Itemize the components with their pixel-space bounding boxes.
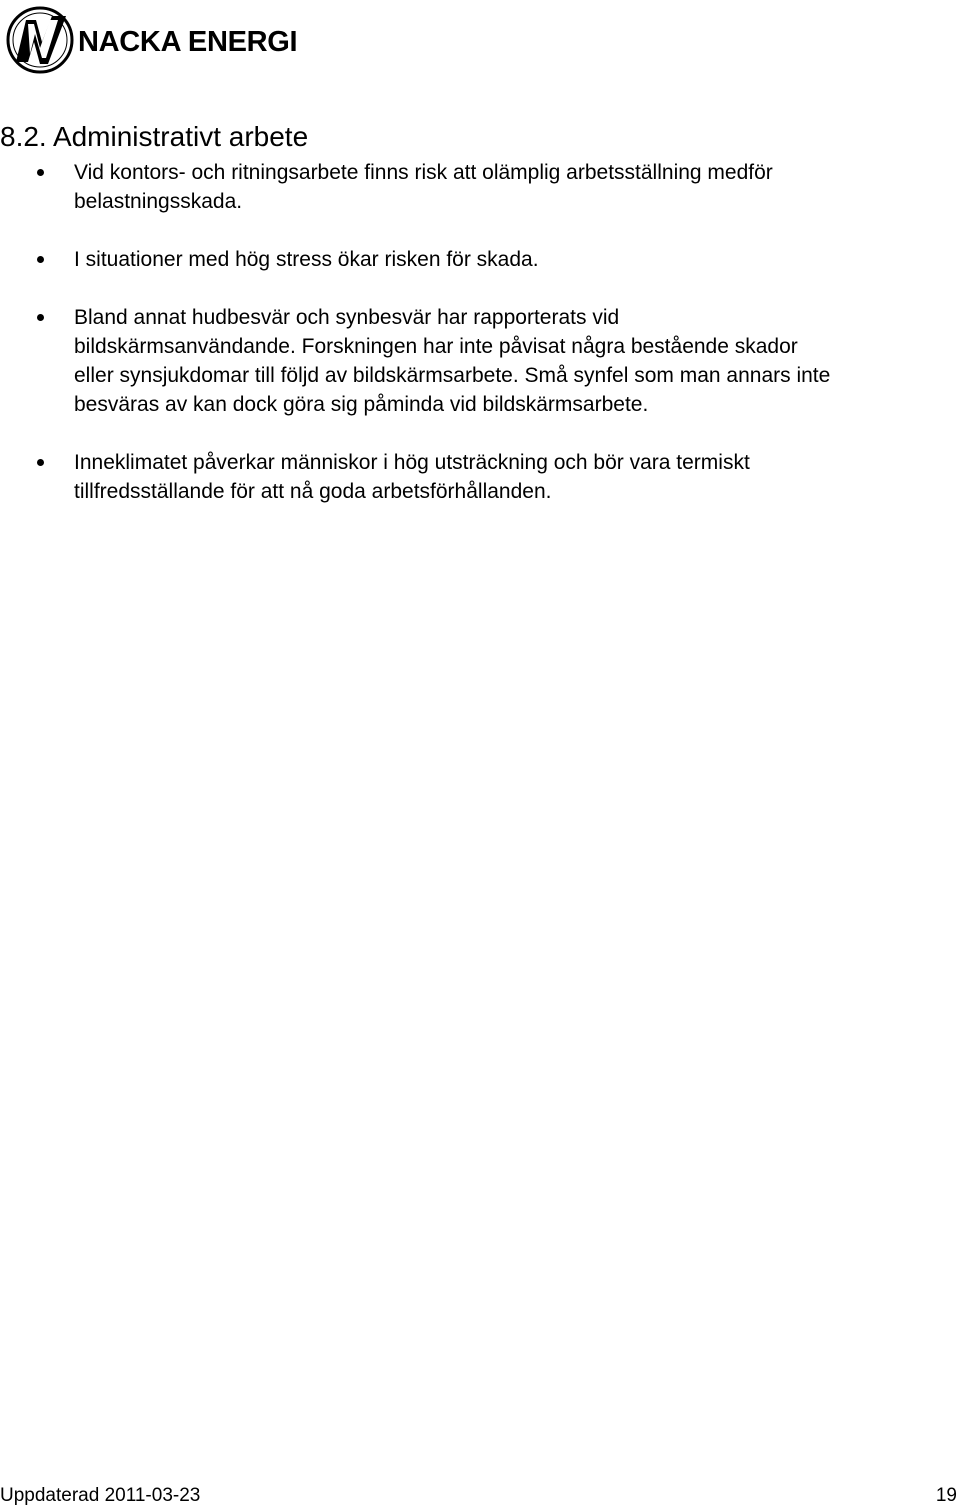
bullet-list	[0, 158, 960, 535]
list-item	[0, 303, 960, 419]
list-item	[0, 245, 960, 274]
bullet-icon	[37, 169, 44, 176]
page-number: 19	[935, 1485, 957, 1506]
section-title: 8.2. Administrativt arbete	[0, 121, 309, 152]
list-item-text: Bland annat hudbesvär och synbesvär har rapporterats vid bildskärmsanvändande. Forskningen har inte påvisat några bestående skador eller synsjukdomar till följd av bildskärmsarbete. Små synfel som man annars inte besväras av kan dock göra sig påminda vid bildskärmsarbete.	[74, 306, 831, 416]
page-header	[6, 4, 297, 76]
logo-wordmark: NACKA ENERGI	[78, 25, 298, 58]
list-item	[0, 448, 960, 506]
list-item-text: Vid kontors- och ritningsarbete finns risk att olämplig arbetsställning medför belastningsskada.	[74, 161, 773, 213]
bullet-icon	[37, 314, 44, 321]
nacka-energi-logo-icon	[6, 6, 74, 74]
footer-updated-date: Uppdaterad 2011-03-23	[0, 1485, 201, 1506]
list-item	[0, 158, 960, 216]
bullet-icon	[37, 256, 44, 263]
list-item-text: I situationer med hög stress ökar risken för skada.	[74, 248, 539, 271]
bullet-icon	[37, 459, 44, 466]
list-item-text: Inneklimatet påverkar människor i hög utsträckning och bör vara termiskt tillfredsställande för att nå goda arbetsförhållanden.	[74, 451, 750, 503]
